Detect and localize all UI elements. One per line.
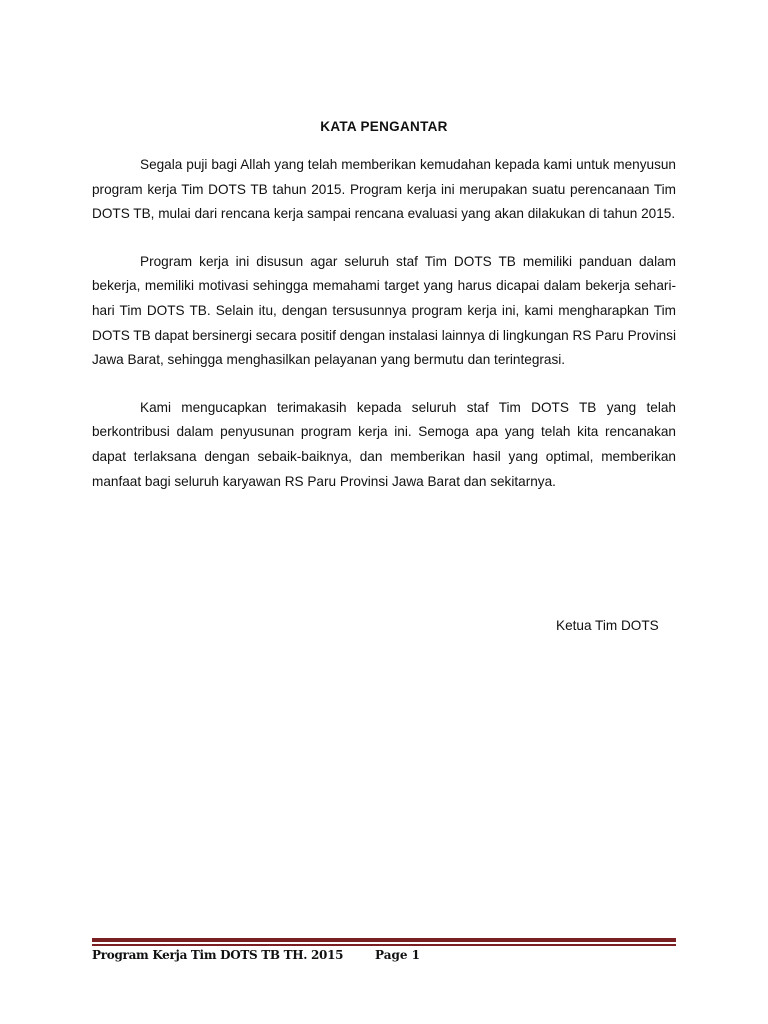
- footer-divider: [92, 938, 676, 946]
- footer-document-title: Program Kerja Tim DOTS TB TH. 2015: [92, 948, 344, 962]
- signature-label: Ketua Tim DOTS: [556, 618, 659, 633]
- footer-page-number: Page 1: [375, 948, 421, 962]
- paragraph-2: Program kerja ini disusun agar seluruh staf Tim DOTS TB memiliki panduan dalam bekerja, memiliki motivasi sehingga memahami target yang harus dicapai dalam bekerja sehari-hari Tim DOTS TB. Selain itu, dengan tersusunnya program kerja ini, kami mengharapkan Tim DOTS TB dapat bersinergi secara positif dengan instalasi lainnya di lingkungan RS Paru Provinsi Jawa Barat, sehingga menghasilkan pelayanan yang bermutu dan terintegrasi.: [92, 253, 676, 368]
- paragraph-3: Kami mengucapkan terimakasih kepada seluruh staf Tim DOTS TB yang telah berkontribusi dalam penyusunan program kerja ini. Semoga apa yang telah kita rencanakan dapat terlaksana dengan sebaik-baiknya, dan memberikan hasil yang optimal, memberikan manfaat bagi seluruh karyawan RS Paru Provinsi Jawa Barat dan sekitarnya.: [92, 399, 676, 489]
- paragraph-1: Segala puji bagi Allah yang telah memberikan kemudahan kepada kami untuk menyusun program kerja Tim DOTS TB tahun 2015. Program kerja ini merupakan suatu perencanaan Tim DOTS TB, mulai dari rencana kerja sampai rencana evaluasi yang akan dilakukan di tahun 2015.: [92, 157, 676, 222]
- footer-divider-thin: [92, 944, 676, 946]
- document-body: [92, 153, 676, 494]
- document-title: KATA PENGANTAR: [320, 119, 448, 134]
- footer-divider-thick: [92, 938, 676, 942]
